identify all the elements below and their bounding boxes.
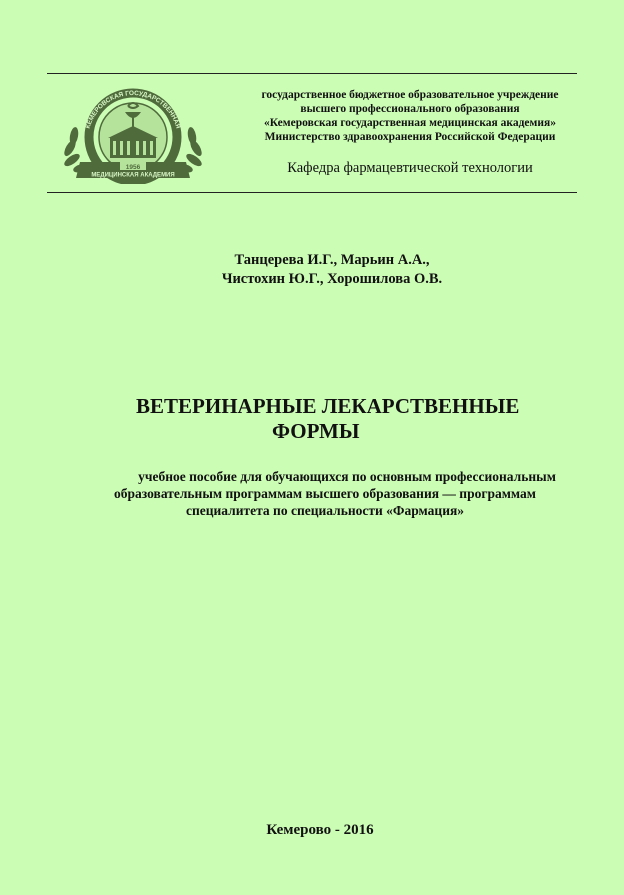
title-line: ФОРМЫ	[272, 419, 360, 443]
department-name: Кафедра фармацевтической технологии	[287, 160, 533, 176]
institution-block	[220, 88, 600, 144]
place-year: Кемерово - 2016	[266, 822, 374, 838]
bottom-divider	[47, 192, 577, 193]
logo-year: 1956	[125, 164, 141, 171]
authors-line: Чистохин Ю.Г., Хорошилова О.В.	[221, 271, 443, 287]
subtitle-line: учебное пособие для обучающихся по основным профессиональным	[138, 469, 556, 484]
authors-line: Танцерева И.Г., Марьин А.А.,	[234, 252, 430, 268]
top-divider	[47, 73, 577, 74]
document-title	[60, 394, 560, 444]
title-line: ВЕТЕРИНАРНЫЕ ЛЕКАРСТВЕННЫЕ	[136, 394, 520, 418]
authors-block	[150, 251, 514, 289]
logo-top-text: КЕМЕРОВСКАЯ ГОСУДАРСТВЕННАЯ	[84, 89, 182, 130]
academy-logo-icon	[58, 82, 208, 184]
institution-line: Министерство здравоохранения Российской Федерации	[264, 131, 556, 143]
logo-bottom-text: МЕДИЦИНСКАЯ АКАДЕМИЯ	[91, 172, 175, 179]
institution-line: высшего профессионального образования	[300, 103, 520, 115]
subtitle-line: специалитета по специальности «Фармация»	[185, 503, 465, 518]
institution-line: «Кемеровская государственная медицинская академия»	[264, 117, 556, 129]
institution-line: государственное бюджетное образовательное учреждение	[261, 89, 559, 101]
subtitle-line: образовательным программам высшего образования — программам	[114, 486, 536, 501]
document-subtitle	[40, 468, 610, 519]
